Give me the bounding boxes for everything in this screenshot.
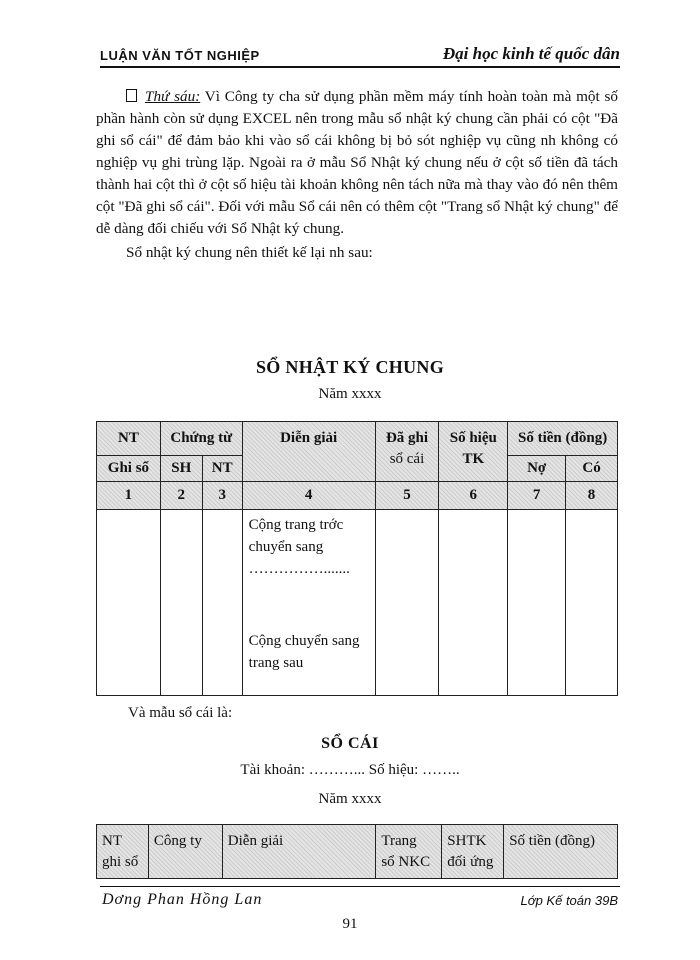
footer-class: Lớp Kế toán 39B xyxy=(520,893,618,908)
ledger-col-sotien: Số tiền (đồng) xyxy=(504,825,618,879)
col-number: 1 xyxy=(97,482,161,510)
page-number: 91 xyxy=(342,916,358,932)
checkbox-bullet-icon xyxy=(126,89,137,102)
carry-in-text: Cộng trang trớc chuyển sang xyxy=(248,517,344,555)
ledger-col-doiung: đối ứng xyxy=(447,854,494,870)
ledger-year: Năm xxxx xyxy=(318,791,382,807)
ledger-col-sonkc: sổ NKC xyxy=(381,854,431,870)
header-co: Có xyxy=(566,456,618,482)
header-diengiai: Diễn giải xyxy=(242,422,375,482)
ledger-col-trang-nkc xyxy=(376,825,442,879)
header-daghi-socai xyxy=(375,422,439,482)
ledger-col-ghiso: ghi sổ xyxy=(102,854,139,870)
ledger-account-line: Tài khoản: ………... Số hiệu: …….. xyxy=(240,762,460,778)
header-nt2: NT xyxy=(202,456,242,482)
ledger-title: SỔ CÁI xyxy=(321,735,379,752)
header-sohieu: Số hiệu xyxy=(449,430,497,446)
col-number: 6 xyxy=(439,482,508,510)
footer-author: Dơng Phan Hồng Lan xyxy=(102,891,263,908)
body-cell xyxy=(566,510,618,696)
body-cell xyxy=(97,510,161,696)
body-cell xyxy=(202,510,242,696)
col-number: 4 xyxy=(242,482,375,510)
dots-text: ……………....... xyxy=(248,561,350,577)
body-cell xyxy=(375,510,439,696)
ledger-col-nt-ghiso xyxy=(97,825,149,879)
header-nt: NT xyxy=(97,422,161,456)
col-number: 3 xyxy=(202,482,242,510)
body-cell xyxy=(508,510,566,696)
ledger-col-trang: Trang xyxy=(381,833,417,849)
journal-year: Năm xxxx xyxy=(318,386,382,402)
header-socai: sổ cái xyxy=(389,451,425,467)
ledger-col-shtk xyxy=(442,825,504,879)
carry-out-text: Cộng chuyển sang trang sau xyxy=(248,633,360,671)
journal-title: SỔ NHẬT KÝ CHUNG xyxy=(256,357,444,377)
col-number: 2 xyxy=(160,482,202,510)
header-sohieu-tk xyxy=(439,422,508,482)
ledger-col-nt: NT xyxy=(102,833,122,849)
body-cell xyxy=(160,510,202,696)
body-cell xyxy=(439,510,508,696)
journal-table xyxy=(96,421,618,696)
ledger-intro: Và mẫu sổ cái là: xyxy=(128,705,233,721)
para-closing: Sổ nhật ký chung nên thiết kế lại nh sau: xyxy=(126,244,373,261)
header-sotien: Số tiền (đồng) xyxy=(508,422,618,456)
header-daghi: Đã ghi xyxy=(385,430,429,446)
header-chungtu: Chứng từ xyxy=(160,422,242,456)
ledger-col-diengiai: Diễn giải xyxy=(222,825,376,879)
header-no: Nợ xyxy=(508,456,566,482)
page-footer xyxy=(100,886,620,908)
header-university: Đại học kinh tế quốc dân xyxy=(442,44,620,63)
ledger-col-congty: Công ty xyxy=(148,825,222,879)
col-number: 7 xyxy=(508,482,566,510)
header-thesis-label: LUẬN VĂN TỐT NGHIỆP xyxy=(100,48,260,63)
para-label: Thứ sáu: xyxy=(145,88,201,105)
page-header xyxy=(100,44,620,68)
ledger-col-shtk-label: SHTK xyxy=(447,833,487,849)
col-number: 8 xyxy=(566,482,618,510)
col-number: 5 xyxy=(375,482,439,510)
body-diengiai-cell xyxy=(242,510,375,696)
body-text xyxy=(96,86,618,264)
para-text: Vì Công ty cha sử dụng phần mềm máy tính hoàn toàn mà một số phần hành còn sử dụng EXCEL nên trong mẫu sổ nhật ký chung cần phải có cột "Đã ghi sổ cái" để đảm bảo khi vào sổ cái không bị bỏ sót nghiệp vụ cũng nh không có nghiệp vụ ghi trùng lặp. Ngoài ra ở mẫu Sổ Nhật ký chung nếu ở cột số tiền đã tách thành hai cột thì ở cột số hiệu tài khoản không nên tách nữa mà thay vào đó nên thêm cột "Đã ghi sổ cái". Đối với mẫu Sổ cái nên có thêm cột "Trang sổ Nhật ký chung" để dễ dàng đối chiếu với Sổ Nhật ký chung. xyxy=(96,88,618,237)
header-sh: SH xyxy=(160,456,202,482)
header-tk: TK xyxy=(462,451,485,467)
header-ghiso: Ghi sổ xyxy=(97,456,161,482)
ledger-table xyxy=(96,824,618,879)
